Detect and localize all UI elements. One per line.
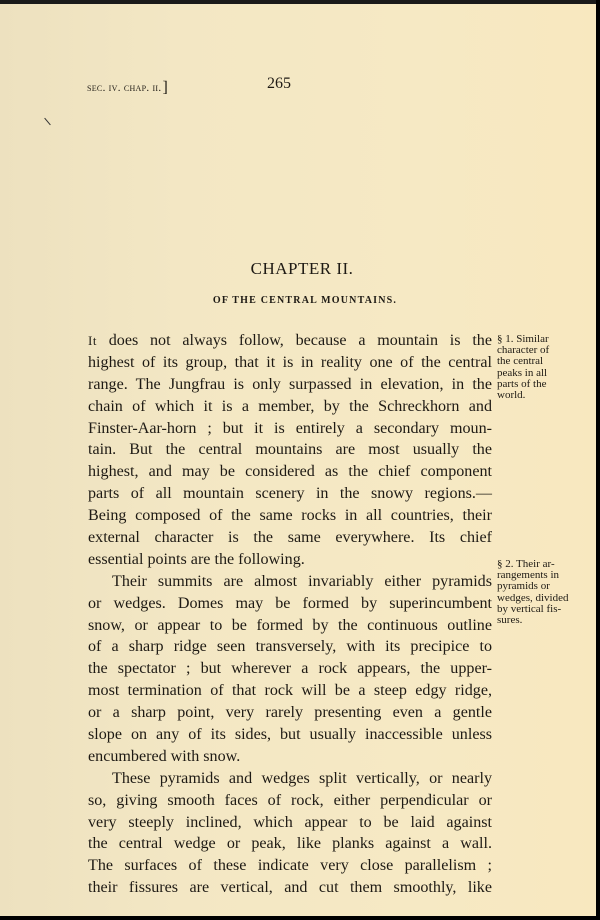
margin-note-line: the central [497,355,544,368]
text-line: encumbered with snow. [88,747,241,765]
margin-note-line: world. [497,388,526,401]
text-line: most termination of that rock will be a steep edgy ridge, [88,682,492,700]
margin-note-line: pyramids or [497,580,550,593]
text-line: the central wedge or peak, like planks against a wall. [88,835,492,853]
paragraph-3 [88,768,492,899]
text-line: of a sharp ridge seen transversely, with its precipice to [88,638,492,656]
chapter-title: CHAPTER II. [250,259,354,278]
margin-note-line: character of [497,344,550,357]
text-line: the spectator ; but wherever a rock appears, the upper- [88,660,492,678]
text-line: or wedges. Domes may be formed by superincumbent [88,594,492,612]
scan-mark [44,118,51,126]
text-line: tain. But the central mountains are most usually the [88,441,492,459]
text-line: so, giving smooth faces of rock, either perpendicular or [88,791,492,809]
text-line: external character is the same everywhere. Its chief [88,529,492,547]
body-text [88,330,492,899]
page-number: 265 [267,75,291,92]
text-line: It does not always follow, because a mountain is the [88,332,492,349]
running-head [87,78,168,96]
text-line: essential points are the following. [88,550,305,568]
text-line: snow, or appear to be formed by the continuous outline [88,616,492,634]
text-line: highest of its group, that it is in reality one of the central [88,353,492,371]
text-line: Their summits are almost invariably either pyramids [112,572,492,590]
paragraph-1 [88,330,492,571]
text-line: their fissures are vertical, and cut them smoothly, like [88,879,492,897]
margin-note-line: sures. [497,613,523,626]
text-line: range. The Jungfrau is only surpassed in elevation, in the [88,375,492,393]
paragraph-2 [88,571,492,768]
margin-note-line: § 2. Their ar- [497,558,555,570]
margin-note-line: peaks in all [497,366,548,379]
margin-note-line: parts of the [497,377,547,390]
chapter-subtitle: OF THE CENTRAL MOUNTAINS. [212,295,398,306]
text-line: Being composed of the same rocks in all countries, their [88,507,492,525]
running-head-bracket: ] [162,79,169,96]
text-line: or a sharp point, very rarely presenting even a gentle [88,704,492,722]
margin-note-line: wedges, divided [497,591,569,604]
text-line: chain of which it is a member, by the Schreckhorn and [88,397,492,415]
margin-note-line: rangements in [497,569,560,582]
text-line: The surfaces of these indicate very close parallelism ; [88,857,492,875]
drop-cap: It [88,333,97,348]
text-line: very steeply inclined, which appear to be laid against [88,813,492,831]
text-line: slope on any of its sides, but usually inaccessible unless [88,726,492,744]
margin-note-line: § 1. Similar [497,333,549,345]
margin-note-1 [497,333,597,400]
text-line: parts of all mountain scenery in the snowy regions.— [88,485,492,503]
margin-note-line: by vertical fis- [497,602,562,615]
text-line: Finster-Aar-horn ; but it is entirely a secondary moun- [88,419,492,437]
text-line: These pyramids and wedges split vertically, or nearly [112,769,492,787]
margin-note-2 [497,558,597,625]
running-head-section: sec. iv. chap. ii. [87,82,162,94]
text-line: highest, and may be considered as the chief component [88,463,492,481]
